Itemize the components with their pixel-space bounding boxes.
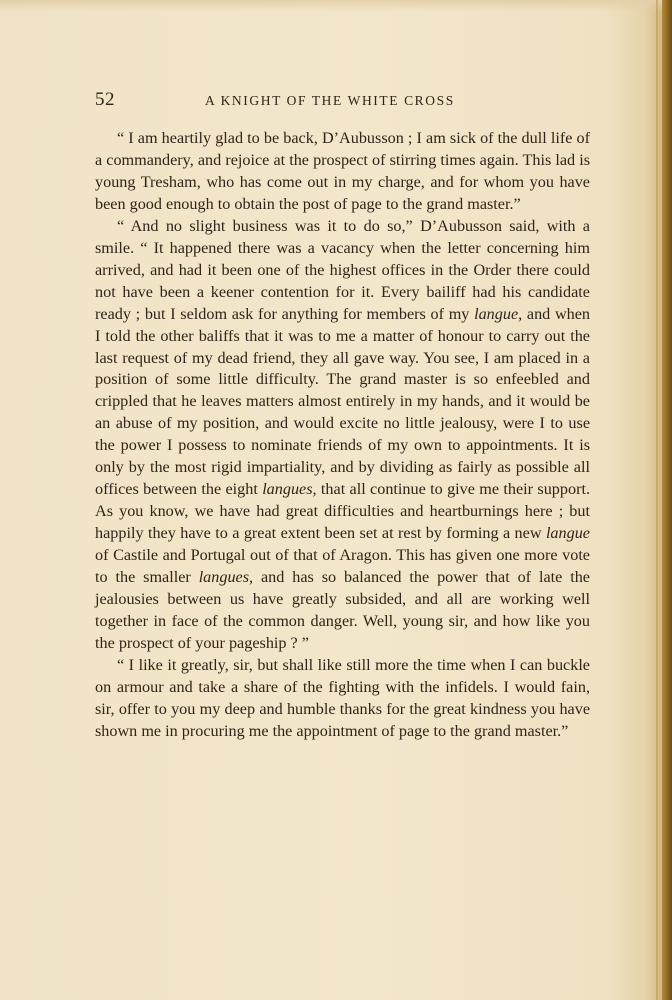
- paragraph: [95, 655, 590, 743]
- text-run: of Castile and Portugal out of that of Aragon. This has given one more vote to the smaller: [95, 546, 590, 587]
- body-text: [95, 128, 590, 743]
- italic-term: langues,: [198, 568, 254, 587]
- text-run: “ I like it greatly, sir, but shall like still more the time when I can buckle on armour and take a share of the fighting with the infidels. I would fain, sir, offer to you my deep and humble thanks for the great kindness you have shown me in procuring me the appointment of page to the grand master.”: [95, 655, 590, 740]
- book-spine-edge: [662, 0, 672, 1000]
- italic-term: langue,: [474, 304, 523, 323]
- running-head-title: A KNIGHT OF THE WHITE CROSS: [205, 93, 455, 108]
- text-run: and has so balanced the power that of late the jealousies between us have greatly subsided, and all are working well together in face of the common danger. Well, young sir, and how like you the prospect of your pageship ? ”: [95, 568, 590, 652]
- page-top-shadow: [0, 0, 672, 12]
- text-run: “ And no slight business was it to do so,” D’Aubusson said, with a smile. “ It happened there was a vacancy when the letter concerning him arrived, and had it been one of the highest offices in the Order there could not have been a keener contention for it. Every bailiff had his candidate ready ; but I seldom ask for anything for members of my: [95, 216, 590, 323]
- page-header: [95, 89, 590, 115]
- paragraph: [95, 216, 590, 655]
- italic-term: langues,: [262, 480, 317, 499]
- paragraph: [95, 128, 590, 216]
- text-run: “ I am heartily glad to be back, D’Aubusson ; I am sick of the dull life of a commandery, and rejoice at the prospect of stirring times again. This lad is young Tresham, who has come out in my charge, and for whom you have been good enough to obtain the post of page to the grand master.”: [95, 129, 590, 213]
- text-run: that all continue to give me their support. As you know, we have had great difficulties and heartburnings here ; but happily they have to a great extent been set at rest by forming a new: [95, 480, 591, 543]
- page-gutter-line: [656, 0, 658, 1000]
- text-run: and when I told the other baliffs that it was to me a matter of honour to carry out the last request of my dead friend, they all gave way. You see, I am placed in a position of some little difficulty. The grand master is so enfeebled and crippled that he leaves matters almost entirely in my hands, and it would be an abuse of my position, and would excite no little jealousy, were I to use the power I possess to nominate friends of my own to appointments. It is only by the most rigid impartiality, and by dividing as fairly as possible all offices between the eight: [95, 304, 591, 499]
- page-number: 52: [95, 89, 115, 110]
- italic-term: langue: [545, 524, 590, 543]
